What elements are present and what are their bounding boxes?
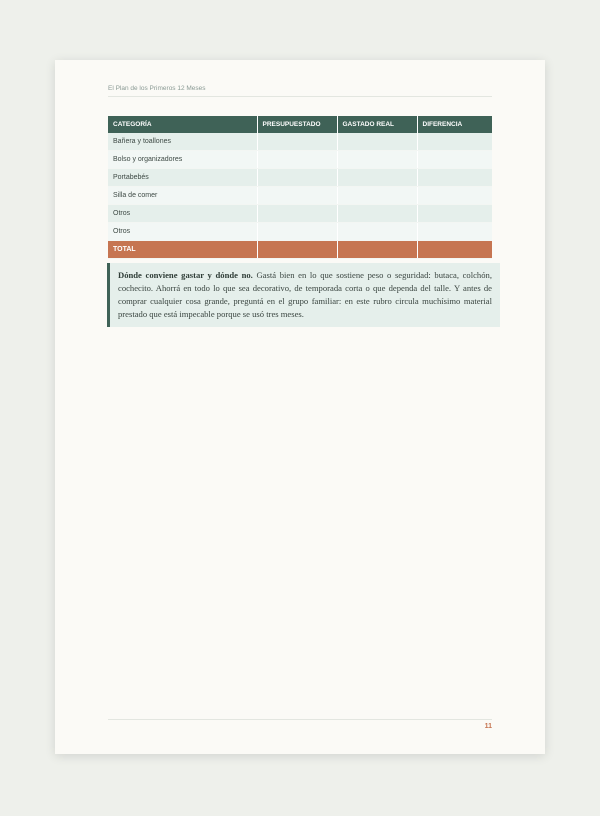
total-difference-cell <box>417 241 492 259</box>
category-cell: Silla de comer <box>108 187 257 205</box>
callout-body: Gastá bien en lo que sostiene peso o seguridad: butaca, colchón, cochecito. Ahorrá en todo lo que sea decorativo, de temporada corta o que dependa del talle. Y antes de comprar cualquier cosa grande, preguntá en el grupo familiar: en este rubro circula muchísimo material prestado que está impecable porque se usó tres meses. <box>118 270 492 319</box>
table-row <box>108 205 492 223</box>
table-header-row <box>108 116 492 133</box>
difference-cell <box>417 151 492 169</box>
running-header: El Plan de los Primeros 12 Meses <box>108 85 492 97</box>
column-header-actual-spent: GASTADO REAL <box>337 116 417 133</box>
difference-cell <box>417 133 492 151</box>
column-header-category: CATEGORÍA <box>108 116 257 133</box>
difference-cell <box>417 187 492 205</box>
callout-lead: Dónde conviene gastar y dónde no. <box>118 270 253 280</box>
actual-cell <box>337 133 417 151</box>
document-page <box>55 60 545 754</box>
total-label: TOTAL <box>108 241 257 259</box>
budgeted-cell <box>257 223 337 241</box>
actual-cell <box>337 151 417 169</box>
budgeted-cell <box>257 133 337 151</box>
budgeted-cell <box>257 151 337 169</box>
footer-divider <box>108 719 492 720</box>
table-total-row <box>108 241 492 259</box>
actual-cell <box>337 223 417 241</box>
table-row <box>108 133 492 151</box>
category-cell: Otros <box>108 223 257 241</box>
column-header-difference: DIFERENCIA <box>417 116 492 133</box>
column-header-budgeted: PRESUPUESTADO <box>257 116 337 133</box>
budgeted-cell <box>257 205 337 223</box>
page-number: 11 <box>484 723 492 730</box>
actual-cell <box>337 169 417 187</box>
difference-cell <box>417 169 492 187</box>
budgeted-cell <box>257 187 337 205</box>
table-row <box>108 169 492 187</box>
category-cell: Bañera y toallones <box>108 133 257 151</box>
category-cell: Otros <box>108 205 257 223</box>
tip-callout <box>107 263 500 327</box>
total-budgeted-cell <box>257 241 337 259</box>
budget-table <box>108 116 492 259</box>
total-actual-cell <box>337 241 417 259</box>
table-row <box>108 187 492 205</box>
difference-cell <box>417 205 492 223</box>
category-cell: Bolso y organizadores <box>108 151 257 169</box>
actual-cell <box>337 187 417 205</box>
actual-cell <box>337 205 417 223</box>
difference-cell <box>417 223 492 241</box>
category-cell: Portabebés <box>108 169 257 187</box>
table-row <box>108 151 492 169</box>
budgeted-cell <box>257 169 337 187</box>
table-row <box>108 223 492 241</box>
